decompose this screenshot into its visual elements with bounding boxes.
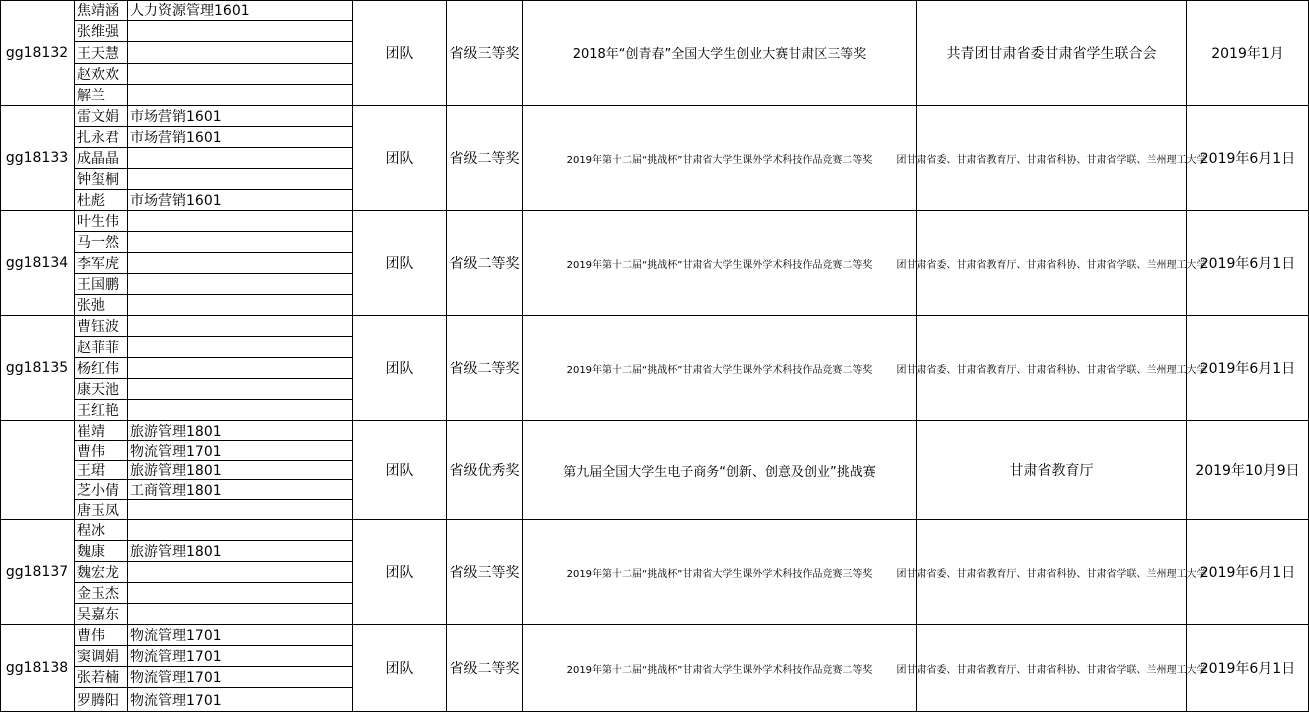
issuing-org-cell[interactable] bbox=[896, 211, 1207, 316]
team-id-cell-text: gg18135 bbox=[5, 360, 69, 376]
team-id-cell[interactable] bbox=[0, 211, 75, 316]
member-name-cell-text: 程冰 bbox=[77, 523, 105, 539]
member-name-cell[interactable] bbox=[75, 358, 128, 379]
member-major-cell-text: 工商管理1801 bbox=[130, 482, 222, 499]
member-name-cell[interactable] bbox=[75, 667, 128, 688]
award-date-cell-text: 2019年6月1日 bbox=[1199, 151, 1296, 167]
member-name-cell[interactable] bbox=[75, 253, 128, 274]
award-date-cell-text: 2019年10月9日 bbox=[1195, 463, 1300, 479]
award-level-cell[interactable] bbox=[447, 0, 523, 106]
member-major-cell[interactable] bbox=[128, 85, 353, 106]
member-name-cell[interactable] bbox=[75, 461, 128, 480]
member-major-cell[interactable] bbox=[128, 421, 353, 441]
award-date-cell-text: 2019年1月 bbox=[1211, 45, 1284, 62]
member-name-cell[interactable] bbox=[75, 64, 128, 85]
award-date-cell-text: 2019年6月1日 bbox=[1199, 256, 1296, 272]
award-level-cell-text: 省级二等奖 bbox=[449, 661, 520, 677]
member-major-cell[interactable] bbox=[128, 274, 353, 295]
member-name-cell-text: 赵欢欢 bbox=[77, 67, 119, 83]
team-id-cell-text: gg18133 bbox=[5, 150, 69, 166]
award-level-cell-text: 省级优秀奖 bbox=[449, 463, 520, 479]
award-name-cell-text: 2019年第十二届“挑战杯”甘肃省大学生课外学术科技作品竞赛二等奖 bbox=[566, 664, 873, 676]
issuing-org-cell[interactable] bbox=[896, 520, 1207, 625]
team-id-cell-text: gg18134 bbox=[5, 255, 69, 271]
member-name-cell-text: 赵菲菲 bbox=[77, 340, 119, 356]
member-name-cell-text: 杨红伟 bbox=[77, 361, 119, 377]
member-name-cell-text: 唐玉凤 bbox=[77, 502, 119, 519]
participation-type-cell[interactable] bbox=[353, 316, 447, 421]
member-major-cell[interactable] bbox=[128, 232, 353, 253]
member-name-cell[interactable] bbox=[75, 316, 128, 337]
member-name-cell-text: 崔靖 bbox=[77, 423, 105, 440]
team-id-cell[interactable] bbox=[0, 520, 75, 625]
member-major-cell-text: 旅游管理1801 bbox=[130, 423, 222, 440]
member-name-cell[interactable] bbox=[75, 421, 128, 441]
member-major-cell[interactable] bbox=[128, 400, 353, 421]
member-name-cell-text: 张弛 bbox=[77, 298, 105, 314]
participation-type-cell-text: 团队 bbox=[385, 256, 414, 272]
member-name-cell-text: 金玉杰 bbox=[77, 586, 119, 602]
member-major-cell-text: 旅游管理1801 bbox=[130, 463, 222, 479]
award-level-cell[interactable] bbox=[447, 421, 523, 520]
member-name-cell-text: 李军虎 bbox=[77, 256, 119, 272]
team-id-cell[interactable] bbox=[0, 421, 75, 520]
award-name-cell-text: 2019年第十二届“挑战杯”甘肃省大学生课外学术科技作品竞赛三等奖 bbox=[566, 568, 873, 580]
member-major-cell[interactable] bbox=[128, 625, 353, 646]
member-name-cell-text: 王天慧 bbox=[77, 45, 119, 62]
member-name-cell[interactable] bbox=[75, 169, 128, 190]
member-name-cell[interactable] bbox=[75, 85, 128, 106]
member-name-cell-text: 王国鹏 bbox=[77, 277, 119, 293]
member-name-cell[interactable] bbox=[75, 274, 128, 295]
award-date-cell[interactable] bbox=[1187, 316, 1309, 421]
member-major-cell-text: 人力资源管理1601 bbox=[130, 3, 250, 19]
member-name-cell[interactable] bbox=[75, 500, 128, 520]
member-major-cell[interactable] bbox=[128, 583, 353, 604]
award-date-cell-text: 2019年6月1日 bbox=[1199, 661, 1296, 677]
member-name-cell[interactable] bbox=[75, 0, 128, 21]
award-date-cell[interactable] bbox=[1187, 211, 1309, 316]
participation-type-cell[interactable] bbox=[353, 211, 447, 316]
member-major-cell[interactable] bbox=[128, 480, 353, 500]
member-name-cell-text: 杜彪 bbox=[77, 193, 105, 209]
team-id-cell-text: gg18132 bbox=[5, 44, 69, 61]
member-major-cell[interactable] bbox=[128, 21, 353, 42]
issuing-org-cell[interactable] bbox=[917, 421, 1187, 520]
award-date-cell-text: 2019年6月1日 bbox=[1199, 361, 1296, 377]
member-name-cell[interactable] bbox=[75, 232, 128, 253]
member-name-cell-text: 芝小倩 bbox=[77, 482, 119, 499]
participation-type-cell-text: 团队 bbox=[385, 151, 414, 167]
member-major-cell[interactable] bbox=[128, 604, 353, 625]
member-name-cell[interactable] bbox=[75, 583, 128, 604]
member-name-cell[interactable] bbox=[75, 604, 128, 625]
left-border bbox=[0, 0, 1, 712]
member-name-cell-text: 窦调娟 bbox=[77, 649, 119, 665]
member-major-cell[interactable] bbox=[128, 148, 353, 169]
member-major-cell-text: 旅游管理1801 bbox=[130, 544, 222, 560]
member-name-cell-text: 魏宏龙 bbox=[77, 565, 119, 581]
award-name-cell-text: 2019年第十二届“挑战杯”甘肃省大学生课外学术科技作品竞赛二等奖 bbox=[566, 364, 873, 376]
member-major-cell[interactable] bbox=[128, 441, 353, 461]
member-name-cell-text: 钟玺桐 bbox=[77, 172, 119, 188]
award-level-cell[interactable] bbox=[447, 106, 523, 211]
member-name-cell[interactable] bbox=[75, 211, 128, 232]
award-name-cell-text: 2019年第十二届“挑战杯”甘肃省大学生课外学术科技作品竞赛二等奖 bbox=[566, 154, 873, 166]
award-level-cell[interactable] bbox=[447, 520, 523, 625]
participation-type-cell[interactable] bbox=[353, 0, 447, 106]
team-id-cell[interactable] bbox=[0, 625, 75, 712]
member-name-cell-text: 罗腾阳 bbox=[77, 692, 119, 709]
award-date-cell-text: 2019年6月1日 bbox=[1199, 565, 1296, 581]
member-name-cell[interactable] bbox=[75, 400, 128, 421]
member-name-cell-text: 雷文娟 bbox=[77, 109, 119, 125]
member-name-cell[interactable] bbox=[75, 441, 128, 461]
member-name-cell[interactable] bbox=[75, 562, 128, 583]
member-name-cell[interactable] bbox=[75, 295, 128, 316]
participation-type-cell-text: 团队 bbox=[385, 361, 414, 377]
award-name-cell-text: 2018年“创青春”全国大学生创业大赛甘肃区三等奖 bbox=[572, 47, 867, 62]
member-major-cell[interactable] bbox=[128, 0, 353, 21]
member-name-cell-text: 曹伟 bbox=[77, 628, 105, 644]
award-level-cell-text: 省级三等奖 bbox=[449, 565, 520, 581]
member-major-cell[interactable] bbox=[128, 127, 353, 148]
participation-type-cell-text: 团队 bbox=[385, 661, 414, 677]
member-major-cell[interactable] bbox=[128, 379, 353, 400]
member-name-cell[interactable] bbox=[75, 337, 128, 358]
award-level-cell-text: 省级二等奖 bbox=[449, 151, 520, 167]
member-name-cell-text: 焦靖涵 bbox=[77, 3, 119, 19]
member-major-cell[interactable] bbox=[128, 562, 353, 583]
award-name-cell[interactable] bbox=[523, 625, 917, 712]
top-border bbox=[0, 0, 1309, 1]
member-name-cell-text: 马一然 bbox=[77, 235, 119, 251]
member-name-cell[interactable] bbox=[75, 625, 128, 646]
member-major-cell[interactable] bbox=[128, 688, 353, 712]
member-major-cell[interactable] bbox=[128, 64, 353, 85]
member-name-cell-text: 解兰 bbox=[77, 88, 105, 104]
member-major-cell[interactable] bbox=[128, 337, 353, 358]
participation-type-cell-text: 团队 bbox=[385, 565, 414, 581]
member-name-cell[interactable] bbox=[75, 190, 128, 211]
award-name-cell-text: 2019年第十二届“挑战杯”甘肃省大学生课外学术科技作品竞赛二等奖 bbox=[566, 259, 873, 271]
member-name-cell[interactable] bbox=[75, 148, 128, 169]
member-major-cell[interactable] bbox=[128, 316, 353, 337]
member-major-cell-text: 物流管理1701 bbox=[130, 692, 222, 709]
member-name-cell[interactable] bbox=[75, 106, 128, 127]
award-name-cell[interactable] bbox=[523, 211, 917, 316]
member-major-cell[interactable] bbox=[128, 541, 353, 562]
member-name-cell[interactable] bbox=[75, 480, 128, 500]
award-date-cell[interactable] bbox=[1187, 106, 1309, 211]
award-name-cell[interactable] bbox=[523, 0, 917, 106]
award-date-cell[interactable] bbox=[1187, 520, 1309, 625]
member-name-cell-text: 王珺 bbox=[77, 463, 105, 479]
member-major-cell[interactable] bbox=[128, 646, 353, 667]
issuing-org-cell-text: 团甘肃省委、甘肃省教育厅、甘肃省科协、甘肃省学联、兰州理工大学 bbox=[896, 259, 1207, 271]
issuing-org-cell-text: 团甘肃省委、甘肃省教育厅、甘肃省科协、甘肃省学联、兰州理工大学 bbox=[896, 568, 1207, 580]
member-major-cell-text: 市场营销1601 bbox=[130, 109, 222, 125]
member-name-cell-text: 扎永君 bbox=[77, 130, 119, 146]
member-name-cell[interactable] bbox=[75, 42, 128, 64]
award-name-cell[interactable] bbox=[523, 316, 917, 421]
issuing-org-cell[interactable] bbox=[896, 316, 1207, 421]
member-name-cell-text: 张维强 bbox=[77, 24, 119, 40]
issuing-org-cell-text: 团甘肃省委、甘肃省教育厅、甘肃省科协、甘肃省学联、兰州理工大学 bbox=[896, 364, 1207, 376]
member-major-cell[interactable] bbox=[128, 461, 353, 480]
team-id-cell-text: gg18137 bbox=[5, 564, 69, 580]
member-name-cell-text: 成晶晶 bbox=[77, 151, 119, 167]
member-name-cell-text: 曹伟 bbox=[77, 443, 105, 460]
member-major-cell-text: 市场营销1601 bbox=[130, 130, 222, 146]
member-major-cell[interactable] bbox=[128, 295, 353, 316]
award-level-cell-text: 省级三等奖 bbox=[449, 45, 520, 62]
issuing-org-cell[interactable] bbox=[896, 106, 1207, 211]
participation-type-cell-text: 团队 bbox=[385, 463, 414, 479]
member-major-cell[interactable] bbox=[128, 253, 353, 274]
member-name-cell-text: 叶生伟 bbox=[77, 214, 119, 230]
issuing-org-cell-text: 团甘肃省委、甘肃省教育厅、甘肃省科协、甘肃省学联、兰州理工大学 bbox=[896, 154, 1207, 166]
team-id-cell[interactable] bbox=[0, 0, 75, 106]
participation-type-cell[interactable] bbox=[353, 106, 447, 211]
member-major-cell[interactable] bbox=[128, 42, 353, 64]
award-date-cell[interactable] bbox=[1187, 625, 1309, 712]
issuing-org-cell[interactable] bbox=[896, 625, 1207, 712]
team-id-cell[interactable] bbox=[0, 106, 75, 211]
issuing-org-cell[interactable] bbox=[917, 0, 1187, 106]
member-major-cell-text: 物流管理1701 bbox=[130, 628, 222, 644]
award-name-cell-text: 第九届全国大学生电子商务“创新、创意及创业”挑战赛 bbox=[563, 464, 876, 480]
member-major-cell-text: 物流管理1701 bbox=[130, 649, 222, 665]
team-id-cell-text: gg18138 bbox=[5, 660, 69, 676]
participation-type-cell[interactable] bbox=[353, 625, 447, 712]
member-major-cell[interactable] bbox=[128, 190, 353, 211]
member-major-cell[interactable] bbox=[128, 667, 353, 688]
award-date-cell[interactable] bbox=[1187, 0, 1309, 106]
member-name-cell[interactable] bbox=[75, 379, 128, 400]
member-major-cell[interactable] bbox=[128, 358, 353, 379]
member-major-cell-text: 物流管理1701 bbox=[130, 670, 222, 686]
award-level-cell[interactable] bbox=[447, 211, 523, 316]
member-name-cell[interactable] bbox=[75, 520, 128, 541]
issuing-org-cell-text: 共青团甘肃省委甘肃省学生联合会 bbox=[946, 45, 1157, 62]
member-major-cell[interactable] bbox=[128, 500, 353, 520]
award-name-cell[interactable] bbox=[523, 520, 917, 625]
award-name-cell[interactable] bbox=[523, 421, 917, 520]
team-id-cell[interactable] bbox=[0, 316, 75, 421]
member-major-cell-text: 市场营销1601 bbox=[130, 193, 222, 209]
issuing-org-cell-text: 团甘肃省委、甘肃省教育厅、甘肃省科协、甘肃省学联、兰州理工大学 bbox=[896, 664, 1207, 676]
member-name-cell-text: 曹钰波 bbox=[77, 319, 119, 335]
award-name-cell[interactable] bbox=[523, 106, 917, 211]
participation-type-cell[interactable] bbox=[353, 520, 447, 625]
award-level-cell-text: 省级二等奖 bbox=[449, 361, 520, 377]
member-name-cell[interactable] bbox=[75, 688, 128, 712]
member-name-cell-text: 吴嘉东 bbox=[77, 607, 119, 623]
member-name-cell[interactable] bbox=[75, 127, 128, 148]
member-name-cell-text: 魏康 bbox=[77, 544, 105, 560]
member-major-cell[interactable] bbox=[128, 211, 353, 232]
member-name-cell[interactable] bbox=[75, 541, 128, 562]
member-name-cell[interactable] bbox=[75, 646, 128, 667]
member-name-cell-text: 王红艳 bbox=[77, 403, 119, 419]
member-major-cell-text: 物流管理1701 bbox=[130, 443, 222, 460]
member-name-cell[interactable] bbox=[75, 21, 128, 42]
member-name-cell-text: 张若楠 bbox=[77, 670, 119, 686]
award-level-cell[interactable] bbox=[447, 316, 523, 421]
participation-type-cell[interactable] bbox=[353, 421, 447, 520]
member-major-cell[interactable] bbox=[128, 106, 353, 127]
award-date-cell[interactable] bbox=[1187, 421, 1309, 520]
member-major-cell[interactable] bbox=[128, 169, 353, 190]
member-major-cell[interactable] bbox=[128, 520, 353, 541]
award-level-cell[interactable] bbox=[447, 625, 523, 712]
award-level-cell-text: 省级二等奖 bbox=[449, 256, 520, 272]
participation-type-cell-text: 团队 bbox=[385, 45, 414, 62]
member-name-cell-text: 康天池 bbox=[77, 382, 119, 398]
issuing-org-cell-text: 甘肃省教育厅 bbox=[1009, 463, 1094, 479]
